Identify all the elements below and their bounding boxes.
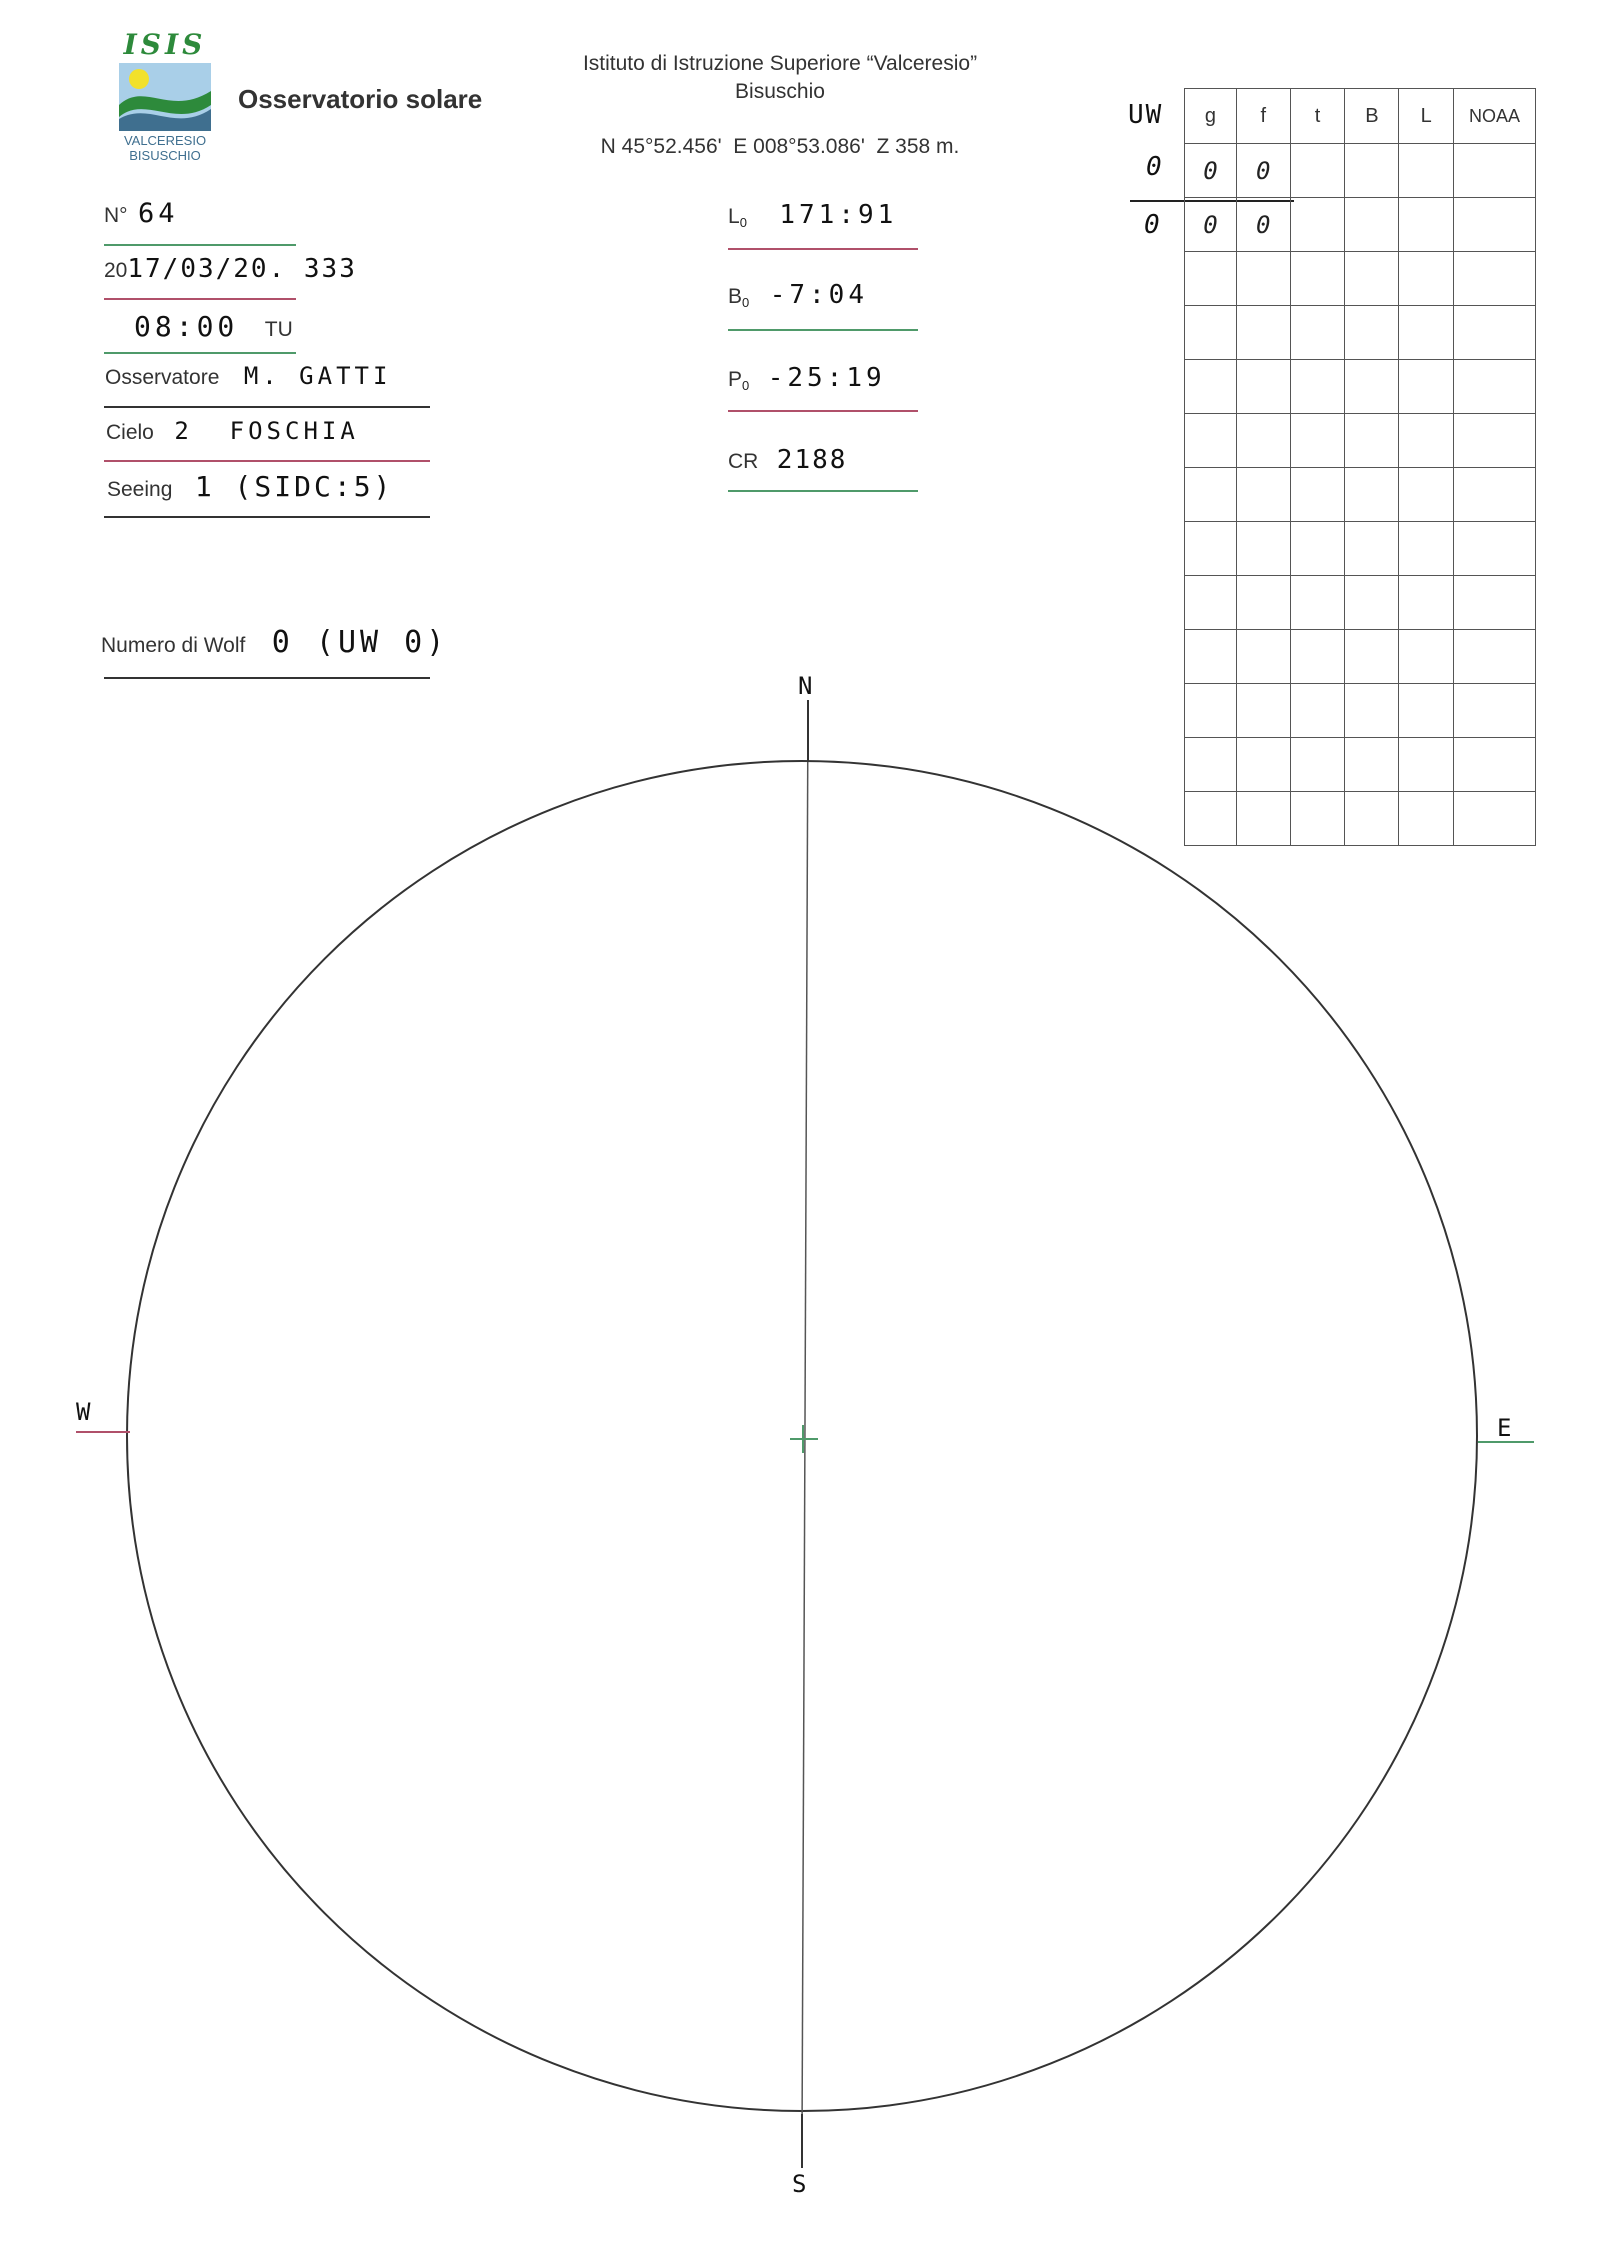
page-title: Osservatorio solare xyxy=(238,84,483,114)
rule-seeing xyxy=(104,516,430,518)
rule-sky xyxy=(104,460,430,462)
label-south: S xyxy=(792,2170,811,2198)
table-cell xyxy=(1185,684,1237,738)
table-row xyxy=(1185,468,1536,522)
label-west: W xyxy=(76,1398,95,1426)
table-row xyxy=(1185,414,1536,468)
table-cell xyxy=(1290,630,1345,684)
field-wolf xyxy=(101,625,448,660)
rule-b0 xyxy=(728,329,918,331)
table-cell xyxy=(1454,576,1536,630)
field-sky xyxy=(106,417,359,445)
table-cell xyxy=(1290,576,1345,630)
cr-label: CR xyxy=(728,450,759,473)
observer-value: M. GATTI xyxy=(243,362,392,390)
col-header-g: g xyxy=(1185,89,1237,144)
table-cell xyxy=(1345,414,1399,468)
logo-subtitle-2: BISUSCHIO xyxy=(129,148,201,163)
table-cell xyxy=(1345,468,1399,522)
table-row xyxy=(1185,684,1536,738)
institute-name: Istituto di Istruzione Superiore “Valceresio” xyxy=(582,52,978,75)
b0-label: B xyxy=(728,285,743,308)
table-cell xyxy=(1345,252,1399,306)
table-cell xyxy=(1454,738,1536,792)
table-cell xyxy=(1345,198,1399,252)
time-value: 08:00 xyxy=(134,310,239,343)
table-cell xyxy=(1454,792,1536,846)
table-cell xyxy=(1399,252,1454,306)
logo-isis-text: ISIS xyxy=(123,28,207,61)
sunspot-table xyxy=(1184,88,1536,846)
wolf-value: 0 (UW 0) xyxy=(271,625,449,660)
col-header-f: f xyxy=(1236,89,1290,144)
meridian-line xyxy=(802,700,808,2140)
uw-value-2: 0 xyxy=(1144,210,1164,240)
table-cell xyxy=(1290,414,1345,468)
table-cell xyxy=(1290,360,1345,414)
field-observer xyxy=(105,362,391,390)
table-cell xyxy=(1454,306,1536,360)
field-time xyxy=(134,310,293,343)
rule-l0 xyxy=(728,248,918,250)
rule-number xyxy=(104,244,296,246)
table-header-row xyxy=(1185,89,1536,144)
table-cell xyxy=(1345,792,1399,846)
table-cell xyxy=(1345,738,1399,792)
table-row xyxy=(1185,198,1536,252)
field-cr xyxy=(728,445,847,475)
table-cell xyxy=(1236,360,1290,414)
table-cell xyxy=(1236,306,1290,360)
p0-label: P xyxy=(728,368,743,391)
table-cell xyxy=(1454,684,1536,738)
wolf-label: Numero di Wolf xyxy=(101,634,246,657)
table-cell xyxy=(1236,738,1290,792)
field-p0 xyxy=(728,363,886,393)
observatory-coordinates: N 45°52.456' E 008°53.086' Z 358 m. xyxy=(600,135,960,158)
uw-value-1: 0 xyxy=(1146,152,1166,182)
logo-emblem-icon xyxy=(115,61,215,133)
rule-date xyxy=(104,298,296,300)
table-cell xyxy=(1345,144,1399,198)
table-cell xyxy=(1345,306,1399,360)
table-row xyxy=(1185,576,1536,630)
table-cell xyxy=(1454,522,1536,576)
table-cell xyxy=(1236,792,1290,846)
rule-p0 xyxy=(728,410,918,412)
table-cell: 0 xyxy=(1185,144,1237,198)
l0-label: L xyxy=(728,205,740,228)
table-row xyxy=(1185,792,1536,846)
label-east: E xyxy=(1497,1414,1516,1442)
col-header-l: L xyxy=(1399,89,1454,144)
l0-value: 171:91 xyxy=(779,200,898,230)
table-cell xyxy=(1185,252,1237,306)
b0-subscript: 0 xyxy=(742,295,750,311)
table-cell xyxy=(1399,522,1454,576)
cr-value: 2188 xyxy=(776,445,848,475)
uw-header: UW xyxy=(1128,100,1164,130)
institute-town: Bisuschio xyxy=(735,80,825,103)
table-cell xyxy=(1290,738,1345,792)
table-cell: 0 xyxy=(1236,198,1290,252)
table-cell xyxy=(1236,252,1290,306)
table-cell xyxy=(1454,414,1536,468)
field-seeing xyxy=(107,470,393,503)
number-value: 64 xyxy=(138,198,179,229)
table-cell xyxy=(1290,468,1345,522)
logo-subtitle-1: VALCERESIO xyxy=(123,133,207,148)
table-cell xyxy=(1454,630,1536,684)
table-cell xyxy=(1290,198,1345,252)
rule-cr xyxy=(728,490,918,492)
field-number xyxy=(104,198,179,229)
table-cell xyxy=(1454,144,1536,198)
table-cell xyxy=(1399,792,1454,846)
table-cell: 0 xyxy=(1185,198,1237,252)
table-cell xyxy=(1236,468,1290,522)
seeing-label: Seeing xyxy=(107,478,173,501)
table-cell xyxy=(1345,576,1399,630)
table-cell xyxy=(1399,630,1454,684)
p0-value: -25:19 xyxy=(767,363,886,393)
col-header-b: B xyxy=(1345,89,1399,144)
table-cell xyxy=(1290,144,1345,198)
table-cell xyxy=(1236,630,1290,684)
seeing-value: 1 (SIDC:5) xyxy=(194,470,394,503)
table-cell xyxy=(1399,198,1454,252)
logo xyxy=(110,28,220,163)
table-cell xyxy=(1236,414,1290,468)
table-cell xyxy=(1185,306,1237,360)
table-cell xyxy=(1290,522,1345,576)
table-cell xyxy=(1185,792,1237,846)
table-cell xyxy=(1345,360,1399,414)
col-header-noaa: NOAA xyxy=(1454,89,1536,144)
table-cell xyxy=(1185,630,1237,684)
time-unit: TU xyxy=(264,318,293,341)
table-cell xyxy=(1399,306,1454,360)
rule-wolf xyxy=(104,677,430,679)
table-row xyxy=(1185,252,1536,306)
table-row xyxy=(1185,144,1536,198)
table-cell xyxy=(1236,684,1290,738)
field-l0 xyxy=(728,200,897,230)
table-cell xyxy=(1185,522,1237,576)
table-cell xyxy=(1454,252,1536,306)
table-row xyxy=(1185,738,1536,792)
number-label: N° xyxy=(104,204,128,227)
b0-value: -7:04 xyxy=(769,280,868,310)
table-cell xyxy=(1185,360,1237,414)
rule-time xyxy=(104,352,296,354)
table-cell xyxy=(1399,738,1454,792)
table-cell: 0 xyxy=(1236,144,1290,198)
date-value: 17/03/20. 333 xyxy=(127,254,357,284)
rule-observer xyxy=(104,406,430,408)
table-cell xyxy=(1399,144,1454,198)
table-cell xyxy=(1399,360,1454,414)
table-cell xyxy=(1454,198,1536,252)
table-row xyxy=(1185,306,1536,360)
col-header-t: t xyxy=(1290,89,1345,144)
table-cell xyxy=(1185,576,1237,630)
table-cell xyxy=(1345,630,1399,684)
table-cell xyxy=(1236,522,1290,576)
table-cell xyxy=(1290,252,1345,306)
table-cell xyxy=(1290,792,1345,846)
sky-label: Cielo xyxy=(106,421,154,444)
sky-value: 2 FOSCHIA xyxy=(174,417,359,445)
observer-label: Osservatore xyxy=(105,366,220,389)
table-cell xyxy=(1454,360,1536,414)
table-cell xyxy=(1399,576,1454,630)
field-date xyxy=(104,254,357,284)
table-cell xyxy=(1236,576,1290,630)
p0-subscript: 0 xyxy=(742,378,750,394)
table-row xyxy=(1185,360,1536,414)
l0-subscript: 0 xyxy=(739,215,747,231)
table-cell xyxy=(1290,684,1345,738)
table-cell xyxy=(1399,684,1454,738)
table-row xyxy=(1185,522,1536,576)
table-cell xyxy=(1399,468,1454,522)
date-prefix: 20 xyxy=(104,259,128,282)
table-cell xyxy=(1345,522,1399,576)
table-row xyxy=(1185,630,1536,684)
solar-disk-circle xyxy=(127,761,1477,2111)
table-cell xyxy=(1399,414,1454,468)
table-cell xyxy=(1185,468,1237,522)
table-cell xyxy=(1185,414,1237,468)
table-cell xyxy=(1454,468,1536,522)
table-cell xyxy=(1185,738,1237,792)
field-b0 xyxy=(728,280,868,310)
label-north: N xyxy=(798,672,817,700)
table-cell xyxy=(1345,684,1399,738)
table-cell xyxy=(1290,306,1345,360)
